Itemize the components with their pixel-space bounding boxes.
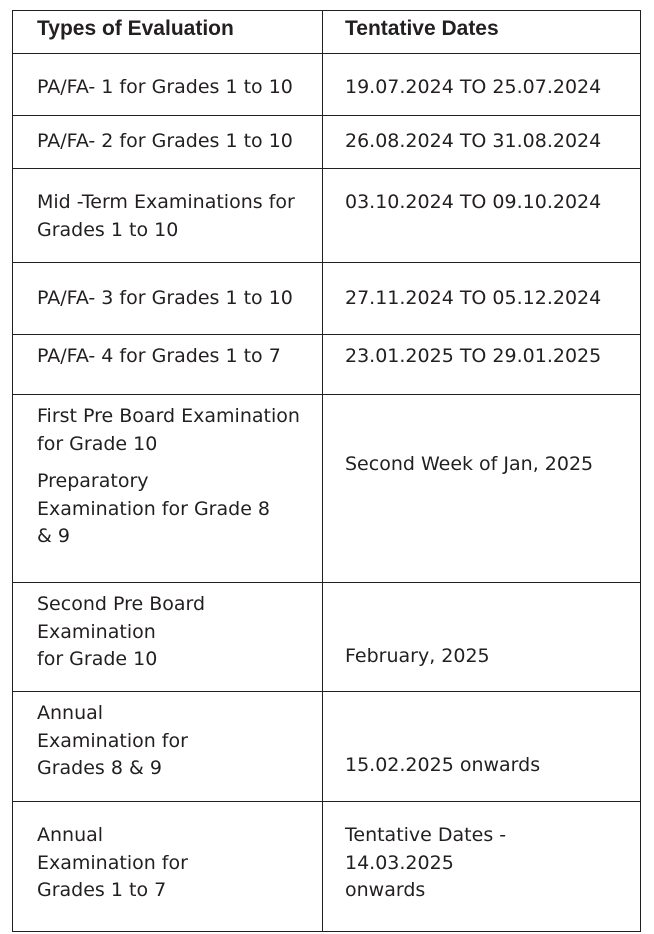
dates-cell [323, 263, 641, 335]
cell-line: Second Week of Jan, 2025 [345, 453, 594, 475]
table-row [13, 335, 641, 395]
cell-line: February, 2025 [345, 645, 490, 667]
line-gap [37, 458, 312, 468]
cell-line: 23.01.2025 TO 29.01.2025 [345, 345, 602, 367]
table-row [13, 169, 641, 263]
cell-line: Grades 1 to 10 [37, 218, 179, 241]
cell-line: Second Pre Board Examination [37, 593, 206, 643]
table-row [13, 263, 641, 335]
header-row [13, 11, 641, 54]
dates-cell [323, 54, 641, 116]
cell-line: 14.03.2025 [345, 851, 454, 874]
evaluation-type-cell [13, 335, 323, 395]
cell-line: & 9 [37, 525, 70, 547]
cell-line: for Grade 10 [37, 648, 158, 670]
evaluation-type-cell [13, 583, 323, 692]
header-tentative-dates: Tentative Dates [323, 11, 641, 54]
dates-cell [323, 395, 641, 583]
dates-cell [323, 335, 641, 395]
dates-cell [323, 802, 641, 932]
cell-line: Examination for Grade 8 [37, 497, 271, 520]
table-row [13, 802, 641, 932]
table-row [13, 116, 641, 169]
header-types-of-evaluation: Types of Evaluation [13, 11, 323, 54]
dates-cell [323, 116, 641, 169]
evaluation-type-cell [13, 802, 323, 932]
cell-line: 26.08.2024 TO 31.08.2024 [345, 130, 602, 152]
cell-line: for Grade 10 [37, 432, 158, 455]
evaluation-type-cell [13, 116, 323, 169]
table-row [13, 583, 641, 692]
cell-line: Grades 8 & 9 [37, 757, 162, 779]
table-row [13, 692, 641, 802]
dates-cell [323, 583, 641, 692]
dates-cell [323, 692, 641, 802]
evaluation-type-cell [13, 263, 323, 335]
evaluation-type-cell [13, 169, 323, 263]
cell-line: PA/FA- 1 for Grades 1 to 10 [37, 76, 293, 98]
evaluation-type-cell [13, 692, 323, 802]
cell-line: PA/FA- 2 for Grades 1 to 10 [37, 130, 293, 152]
cell-line: Annual [37, 824, 104, 846]
cell-line: Grades 1 to 7 [37, 879, 167, 901]
cell-line: 27.11.2024 TO 05.12.2024 [345, 287, 602, 309]
cell-line: Mid -Term Examinations for [37, 191, 295, 213]
table-row [13, 395, 641, 583]
cell-line: Preparatory [37, 470, 149, 492]
cell-line: Examination for [37, 851, 188, 874]
cell-line: PA/FA- 4 for Grades 1 to 7 [37, 345, 281, 367]
cell-line: First Pre Board Examination [37, 405, 300, 427]
evaluation-type-cell [13, 54, 323, 116]
evaluation-schedule-table [12, 10, 641, 932]
cell-line: Annual [37, 702, 104, 724]
cell-line: Examination for [37, 729, 188, 752]
cell-line: PA/FA- 3 for Grades 1 to 10 [37, 287, 293, 309]
table-row [13, 54, 641, 116]
cell-line: 03.10.2024 TO 09.10.2024 [345, 191, 602, 213]
evaluation-type-cell [13, 395, 323, 583]
cell-line: 15.02.2025 onwards [345, 754, 541, 776]
cell-line: 19.07.2024 TO 25.07.2024 [345, 76, 602, 98]
cell-line: Tentative Dates - [345, 824, 507, 846]
dates-cell [323, 169, 641, 263]
cell-line: onwards [345, 879, 426, 901]
